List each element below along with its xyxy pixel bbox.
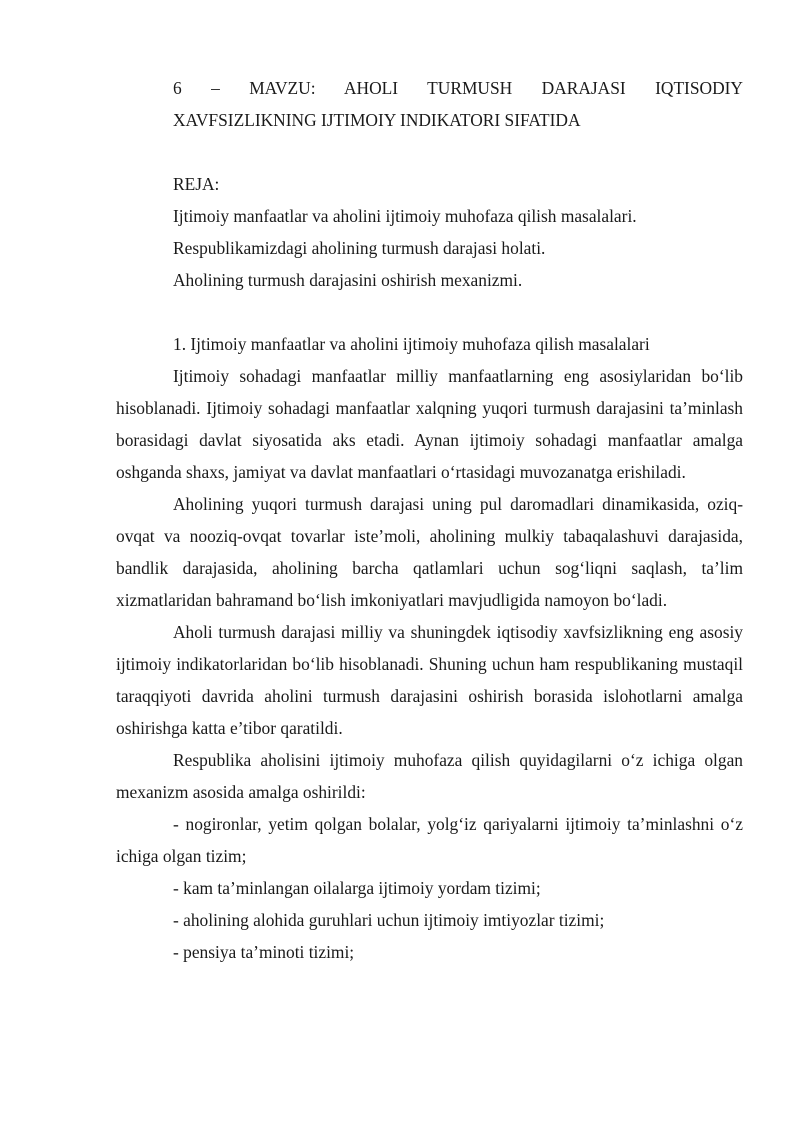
document-title <box>116 72 743 136</box>
paragraph: Respublika aholisini ijtimoiy muhofaza qilish quyidagilarni o‘z ichiga olgan mexanizm asosida amalga oshirildi: <box>116 750 743 802</box>
section-heading: 1. Ijtimoiy manfaatlar va aholini ijtimoiy muhofaza qilish masalalari <box>173 334 650 354</box>
paragraph: Ijtimoiy sohadagi manfaatlar milliy manfaatlarning eng asosiylaridan bo‘lib hisoblanadi. Ijtimoiy sohadagi manfaatlar xalqning yuqori turmush darajasini ta’minlash borasidagi davlat siyosatida aks etadi. Aynan ijtimoiy sohadagi manfaatlar amalga oshganda shaxs, jamiyat va davlat manfaatlari o‘rtasidagi muvozanatga erishiladi. <box>116 366 743 482</box>
plan-item: Respublikamizdagi aholining turmush darajasi holati. <box>173 238 546 258</box>
list-item: - nogironlar, yetim qolgan bolalar, yolg‘iz qariyalarni ijtimoiy ta’minlashni o‘z ichiga olgan tizim; <box>116 814 743 866</box>
spacer <box>116 296 743 328</box>
plan-heading: REJA: <box>173 174 220 194</box>
list-item: - aholining alohida guruhlari uchun ijtimoiy imtiyozlar tizimi; <box>173 910 605 930</box>
paragraph: Aholi turmush darajasi milliy va shuningdek iqtisodiy xavfsizlikning eng asosiy ijtimoiy indikatorlaridan bo‘lib hisoblanadi. Shuning uchun ham respublikaning mustaqil taraqqiyoti davrida aholini turmush darajasini oshirish borasida islohotlarni amalga oshirishga katta e’tibor qaratildi. <box>116 622 743 738</box>
paragraph: Aholining yuqori turmush darajasi uning pul daromadlari dinamikasida, oziq-ovqat va nooziq-ovqat tovarlar iste’moli, aholining mulkiy tabaqalashuvi darajasida, bandlik darajasida, aholining barcha qatlamlari uchun sog‘liqni saqlash, ta’lim xizmatlaridan bahramand bo‘lish imkoniyatlari mavjudligida namoyon bo‘ladi. <box>116 494 743 610</box>
title-line-1: 6 – MAVZU: AHOLI TURMUSH DARAJASI IQTISODIY <box>173 78 743 98</box>
list-item: - kam ta’minlangan oilalarga ijtimoiy yordam tizimi; <box>173 878 541 898</box>
title-line-2: XAVFSIZLIKNING IJTIMOIY INDIKATORI SIFATIDA <box>173 110 581 130</box>
document-page <box>116 72 743 968</box>
spacer <box>116 136 743 168</box>
list-item: - pensiya ta’minoti tizimi; <box>173 942 355 962</box>
plan-item: Ijtimoiy manfaatlar va aholini ijtimoiy muhofaza qilish masalalari. <box>173 206 637 226</box>
plan-item: Aholining turmush darajasini oshirish mexanizmi. <box>173 270 523 290</box>
